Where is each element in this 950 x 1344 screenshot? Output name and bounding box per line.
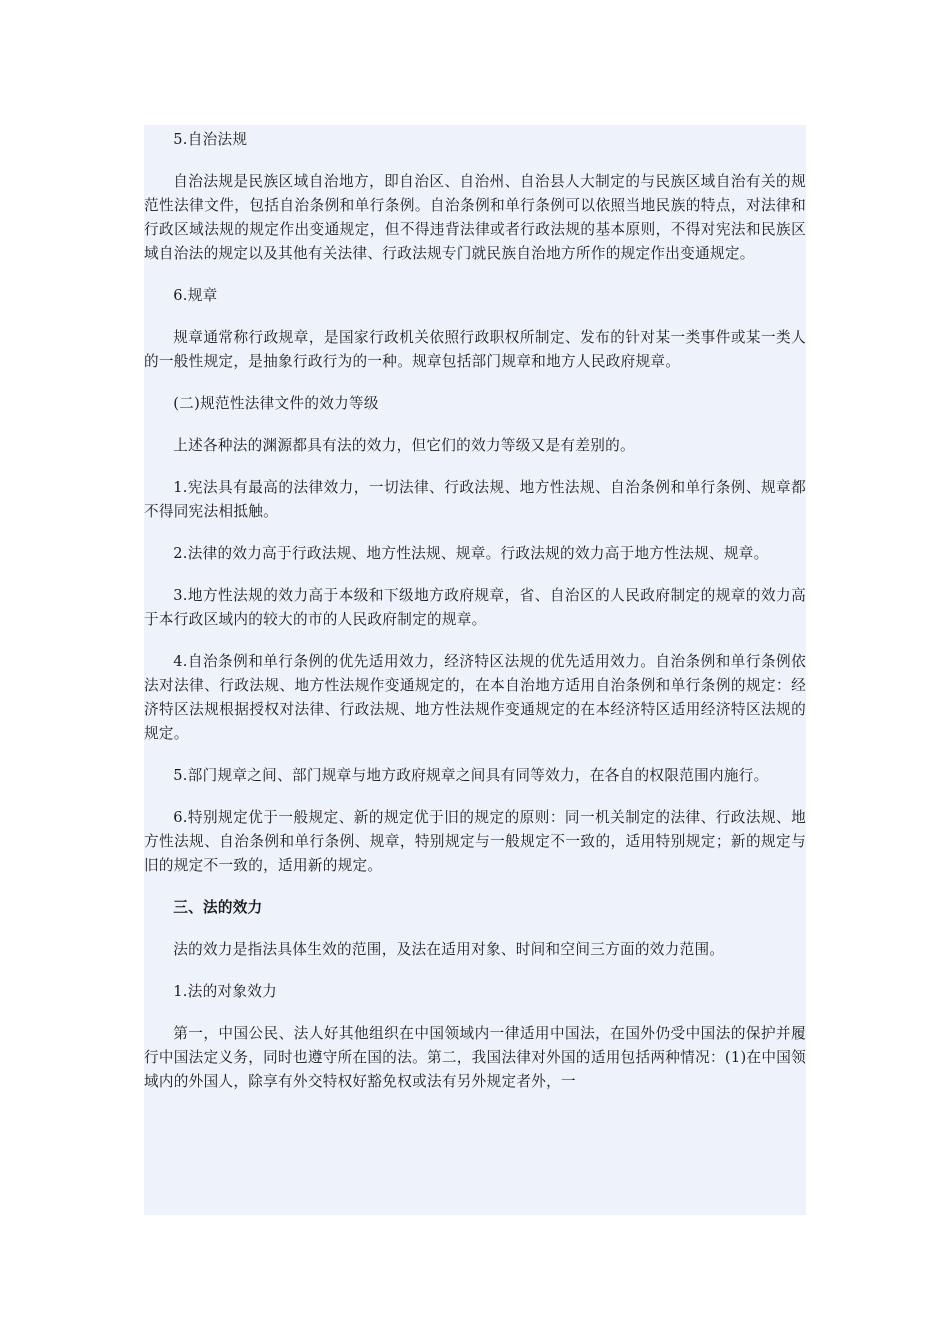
section-heading-legal-effect: 三、法的效力	[173, 899, 263, 916]
paragraph-effect-item-5: 5.部门规章之间、部门规章与地方政府规章之间具有同等效力，在各自的权限范围内施行。	[173, 767, 769, 784]
paragraph-effect-item-3: 3.地方性法规的效力高于本级和下级地方政府规章，省、自治区的人民政府制定的规章的效力高于本行政区域内的较大的市的人民政府制定的规章。	[144, 587, 806, 628]
paragraph-effect-item-2: 2.法律的效力高于行政法规、地方性法规、规章。行政法规的效力高于地方性法规、规章。	[173, 545, 769, 562]
paragraph-effect-intro: 上述各种法的渊源都具有法的效力，但它们的效力等级又是有差别的。	[173, 437, 635, 454]
section-heading-object-effect: 1.法的对象效力	[173, 983, 278, 1000]
section-heading-rules: 6.规章	[173, 287, 218, 304]
section-heading-autonomous-regulations: 5.自治法规	[173, 131, 248, 148]
document-content	[144, 125, 806, 1215]
paragraph-object-effect: 第一，中国公民、法人好其他组织在中国领域内一律适用中国法，在国外仍受中国法的保护并履行中国法定义务，同时也遵守所在国的法。第二，我国法律对外国的适用包括两种情况：(1)在中国领域内的外国人，除享有外交特权好豁免权或法有另外规定者外，一	[144, 1025, 806, 1090]
paragraph-legal-effect-intro: 法的效力是指法具体生效的范围，及法在适用对象、时间和空间三方面的效力范围。	[173, 941, 725, 958]
paragraph-rules: 规章通常称行政规章，是国家行政机关依照行政职权所制定、发布的针对某一类事件或某一类人的一般性规定，是抽象行政行为的一种。规章包括部门规章和地方人民政府规章。	[144, 329, 806, 370]
paragraph-effect-item-4: 4.自治条例和单行条例的优先适用效力，经济特区法规的优先适用效力。自治条例和单行条例依法对法律、行政法规、地方性法规作变通规定的，在本自治地方适用自治条例和单行条例的规定：经济特区法规根据授权对法律、行政法规、地方性法规作变通规定的在本经济特区适用经济特区法规的规定。	[144, 653, 806, 742]
section-heading-effect-hierarchy: (二)规范性法律文件的效力等级	[173, 395, 379, 412]
paragraph-autonomous-regulations: 自治法规是民族区域自治地方，即自治区、自治州、自治县人大制定的与民族区域自治有关的规范性法律文件，包括自治条例和单行条例。自治条例和单行条例可以依照当地民族的特点，对法律和行政区域法规的规定作出变通规定，但不得违背法律或者行政法规的基本原则，不得对宪法和民族区域自治法的规定以及其他有关法律、行政法规专门就民族自治地方所作的规定作出变通规定。	[144, 173, 806, 262]
paragraph-effect-item-6: 6.特别规定优于一般规定、新的规定优于旧的规定的原则：同一机关制定的法律、行政法规、地方性法规、自治条例和单行条例、规章，特别规定与一般规定不一致的，适用特别规定；新的规定与旧的规定不一致的，适用新的规定。	[144, 809, 806, 874]
paragraph-effect-item-1: 1.宪法具有最高的法律效力，一切法律、行政法规、地方性法规、自治条例和单行条例、规章都不得同宪法相抵触。	[144, 479, 806, 520]
